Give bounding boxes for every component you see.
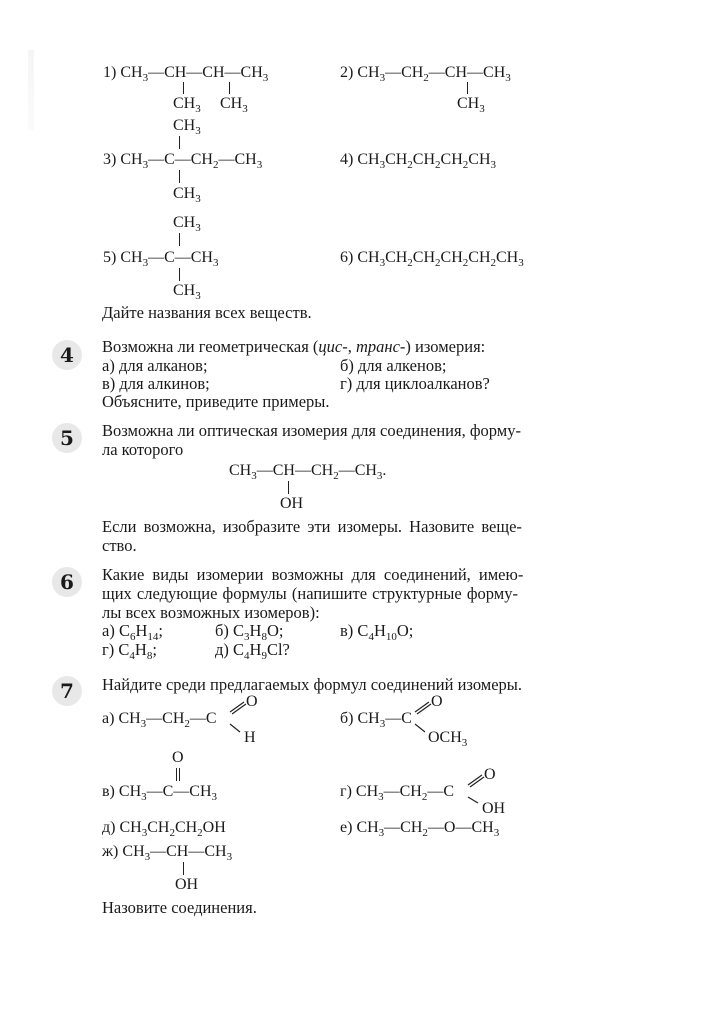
task7-a-oxygen: O bbox=[246, 693, 258, 710]
task5-question-line1: Возможна ли оптическая изомерия для соединения, форму- bbox=[102, 421, 521, 440]
bond-vertical bbox=[467, 82, 468, 94]
task6-option-g: г) $C_4H_8$; bbox=[102, 640, 157, 662]
task4-option-v: в) для алкинов; bbox=[102, 374, 210, 393]
task7-formula-g: г) $CH_3—CH_2—C$ bbox=[340, 783, 455, 803]
formula-1-main: 1) $CH_3—CH—CH—CH_3$ bbox=[103, 64, 269, 84]
bond-vertical bbox=[288, 481, 289, 494]
task4-closing: Объясните, приведите примеры. bbox=[102, 392, 330, 411]
formula-3-bottom-branch: $CH_3$ bbox=[173, 185, 201, 205]
bond-vertical bbox=[229, 82, 230, 94]
task6-option-d: д) $C_4H_9Cl$? bbox=[215, 640, 290, 662]
task7-a-hydrogen: H bbox=[244, 729, 256, 746]
page-edge-shadow bbox=[28, 50, 34, 130]
task7-g-hydroxyl: OH bbox=[482, 800, 506, 817]
task-number-badge: 4 bbox=[52, 340, 82, 370]
formula-5-top-branch: $CH_3$ bbox=[173, 214, 201, 234]
task5-question-line4: ство. bbox=[102, 536, 137, 555]
task-number-badge: 6 bbox=[52, 567, 82, 597]
formula-5-main: 5) $CH_3—C—CH_3$ bbox=[103, 249, 219, 269]
task7-v-oxygen: O bbox=[172, 749, 184, 766]
task7-formula-a: а) $CH_3—CH_2—C$ bbox=[102, 710, 217, 730]
task5-question-line2: ла которого bbox=[102, 440, 184, 459]
formula-2-main: 2) $CH_3—CH_2—CH—CH_3$ bbox=[340, 64, 511, 84]
formula-1-branch-2: $CH_3$ bbox=[220, 95, 248, 115]
task5-formula: $CH_3—CH—CH_2—CH_3$. bbox=[229, 462, 387, 482]
formula-3-main: 3) $CH_3—C—CH_2—CH_3$ bbox=[103, 151, 263, 171]
task7-b-bonds bbox=[409, 694, 449, 734]
task4-option-g: г) для циклоалканов? bbox=[340, 374, 490, 393]
task4-option-a: а) для алканов; bbox=[102, 356, 208, 375]
task7-formula-zh: ж) $CH_3—CH—CH_3$ bbox=[102, 843, 233, 863]
task5-question-line3: Если возможна, изобразите эти изомеры. Назовите веще- bbox=[102, 517, 522, 536]
bond-vertical bbox=[179, 136, 180, 149]
double-bond-vertical bbox=[176, 768, 180, 781]
task-number-badge: 7 bbox=[52, 676, 82, 706]
task7-question: Найдите среди предлагаемых формул соединений изомеры. bbox=[102, 675, 522, 694]
task7-formula-d: д) $CH_3CH_2CH_2OH$ bbox=[102, 819, 226, 839]
formula-5-bottom-branch: $CH_3$ bbox=[173, 282, 201, 302]
task7-closing: Назовите соединения. bbox=[102, 898, 257, 917]
task3-instruction: Дайте названия всех веществ. bbox=[102, 303, 312, 322]
task6-question-line2: щих следующие формулы (напишите структурные форму- bbox=[102, 584, 518, 603]
task7-zh-hydroxyl: OH bbox=[175, 876, 199, 893]
task6-option-b: б) $C_3H_8O$; bbox=[215, 621, 284, 643]
task7-b-oxygen: O bbox=[431, 693, 443, 710]
task6-question-line1: Какие виды изомерии возможны для соединений, имею- bbox=[102, 565, 524, 584]
bond-vertical bbox=[183, 82, 184, 94]
task6-question-line3: лы всех возможных изомеров): bbox=[102, 603, 320, 622]
task7-b-methoxy: $OCH_3$ bbox=[428, 729, 468, 749]
bond-vertical bbox=[183, 862, 184, 875]
task-number-badge: 5 bbox=[52, 423, 82, 453]
bond-vertical bbox=[179, 268, 180, 281]
task7-formula-b: б) $CH_3—C$ bbox=[340, 710, 412, 730]
task4-option-b: б) для алкенов; bbox=[340, 356, 447, 375]
task5-branch-oh: OH bbox=[280, 495, 304, 512]
bond-vertical bbox=[179, 170, 180, 183]
task7-g-oxygen: O bbox=[484, 766, 496, 783]
task6-option-a: а) $C_6H_{14}$; bbox=[102, 621, 163, 643]
task6-option-v: в) $C_4H_{10}O$; bbox=[340, 621, 414, 643]
formula-6: 6) $CH_3CH_2CH_2CH_2CH_2CH_3$ bbox=[340, 249, 524, 269]
task7-formula-v: в) $CH_3—C—CH_3$ bbox=[102, 783, 218, 803]
formula-2-branch: $CH_3$ bbox=[457, 95, 485, 115]
formula-4: 4) $CH_3CH_2CH_2CH_2CH_3$ bbox=[340, 151, 496, 171]
task7-a-bonds bbox=[224, 694, 264, 734]
task7-formula-e: е) $CH_3—CH_2—O—CH_3$ bbox=[340, 819, 500, 839]
task4-question: Возможна ли геометрическая (цис-, транс-) изомерия: bbox=[102, 337, 486, 356]
formula-3-top-branch: $CH_3$ bbox=[173, 117, 201, 137]
formula-1-branch-1: $CH_3$ bbox=[173, 95, 201, 115]
bond-vertical bbox=[179, 233, 180, 246]
